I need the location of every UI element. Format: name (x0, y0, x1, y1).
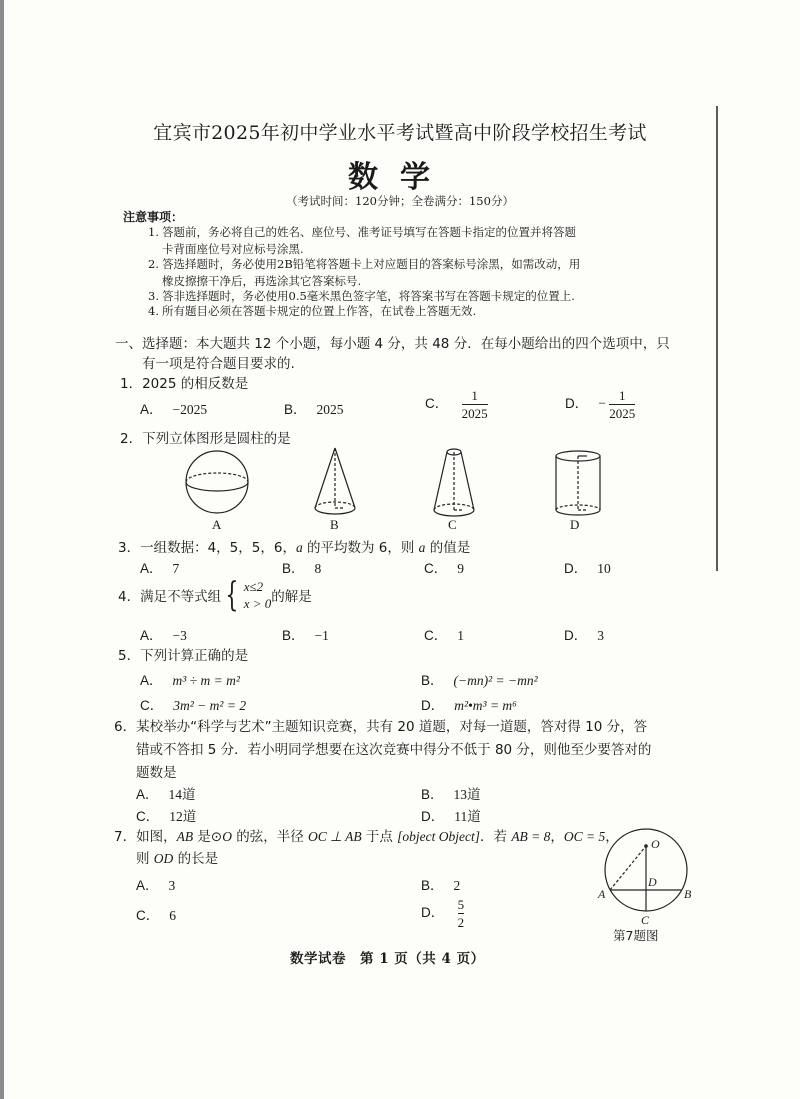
q7-circle-figure (596, 826, 706, 928)
svg-text:O: O (651, 837, 660, 851)
q1-stem: 1．2025 的相反数是 (120, 376, 249, 392)
q4-option-d: D． 3 (564, 628, 604, 643)
q5-stem: 5．下列计算正确的是 (118, 648, 249, 664)
exam-title: 宜宾市2025年初中学业水平考试暨高中阶段学校招生考试 (153, 122, 647, 144)
q5-option-b: B． (−mn)² = −mn² (421, 673, 538, 688)
q6-option-d: D． 11道 (421, 809, 481, 824)
q3-option-b: B． 8 (282, 561, 322, 576)
q6-option-c: C． 12道 (136, 809, 197, 824)
fraction: $\frac{1}{2025}$ (609, 388, 636, 421)
q7-option-a: A． 3 (136, 878, 176, 893)
q1-option-b: B． 2025 (284, 402, 344, 417)
svg-text:B: B (684, 887, 692, 901)
q7-option-c: C． 6 (136, 908, 176, 923)
margin-rule (716, 106, 718, 571)
q2-figures (180, 444, 630, 536)
figure-label-d: D (570, 517, 580, 532)
cone-figure (315, 448, 355, 514)
q6-stem: 6．某校举办“科学与艺术”主题知识竞赛，共有 20 道题，对每一道题，答对得 10 分，答 错或不答扣 5 分．若小明同学想要在这次竞赛中得分不低于 80 分，则他至少要答对的 题数是 (114, 719, 652, 781)
svg-text:D: D (648, 875, 657, 889)
q2-stem: 2．下列立体图形是圆柱的是 (120, 431, 291, 447)
q7-option-b: B． 2 (421, 878, 461, 893)
note-1: 1. 答题前，务必将自己的姓名、座位号、准考证号填写在答题卡指定的位置并将答题 卡背面座位号对应标号涂黑. (148, 225, 576, 256)
page-footer: 数学试卷 第 1 页（共 4 页） (290, 951, 485, 967)
frustum-figure (434, 449, 474, 516)
q6-option-a: A． 14道 (136, 787, 196, 802)
notes-title: 注意事项： (123, 210, 184, 224)
q4-stem: 4．满足不等式组 { x≤2 x > 0 的解是 (118, 575, 312, 615)
q5-option-c: C． 3m² − m² = 2 (140, 698, 247, 713)
q3-stem: 3．一组数据：4，5，5，6，a 的平均数为 6，则 a 的值是 (118, 540, 471, 556)
q3-option-a: A． 7 (140, 561, 180, 576)
q1-option-d: D． − $\frac{1}{2025}$ (565, 388, 636, 421)
svg-text:A: A (598, 887, 606, 901)
sphere-figure (186, 451, 248, 513)
q3-option-c: C． 9 (424, 561, 464, 576)
exam-info: （考试时间：120分钟；全卷满分：150分） (286, 194, 514, 208)
figure-label-a: A (212, 517, 222, 532)
figure-label-c: C (448, 517, 457, 532)
page-left-edge (0, 0, 4, 1099)
q7-stem: 7．如图，AB 是⊙O 的弦，半径 OC ⊥ AB 于点 [object Object]．若 AB = 8，OC = 5， 则 OD 的长是 (114, 829, 619, 867)
figure-label-b: B (330, 517, 339, 532)
fraction: $\frac{5}{2}$ (457, 897, 465, 930)
q5-option-d: D． m²•m³ = m⁶ (421, 698, 517, 713)
q7-option-d: D． $\frac{5}{2}$ (421, 897, 465, 930)
q4-option-c: C． 1 (424, 628, 464, 643)
q1-option-a: A． −2025 (140, 402, 208, 417)
subject-title: 数学 (348, 160, 452, 195)
q1-option-c: C． $\frac{1}{2025}$ (425, 388, 488, 421)
fraction: $\frac{1}{2025}$ (461, 388, 488, 421)
note-4: 4. 所有题目必须在答题卡规定的位置上作答，在试卷上答题无效. (148, 304, 477, 318)
inequality-system: { x≤2 x > 0 (225, 575, 272, 615)
q4-option-b: B． −1 (282, 628, 329, 643)
note-3: 3. 答非选择题时，务必使用0.5毫米黑色签字笔，将答案书写在答题卡规定的位置上. (148, 289, 575, 303)
svg-text:C: C (641, 913, 650, 927)
q4-option-a: A． −3 (140, 628, 187, 643)
note-2: 2. 答选择题时，务必使用2B铅笔将答题卡上对应题目的答案标号涂黑，如需改动，用 橡皮擦擦干净后，再选涂其它答案标号. (148, 257, 581, 288)
q5-option-a: A． m³ ÷ m = m² (140, 673, 240, 688)
cylinder-figure (556, 451, 600, 515)
section-heading: 一、选择题：本大题共 12 个小题，每小题 4 分，共 48 分．在每小题给出的四个选项中，只 有一项是符合题目要求的. (115, 336, 670, 372)
q3-option-d: D． 10 (564, 561, 611, 576)
figure-caption: 第7题图 (613, 928, 659, 943)
q6-option-b: B． 13道 (421, 787, 481, 802)
